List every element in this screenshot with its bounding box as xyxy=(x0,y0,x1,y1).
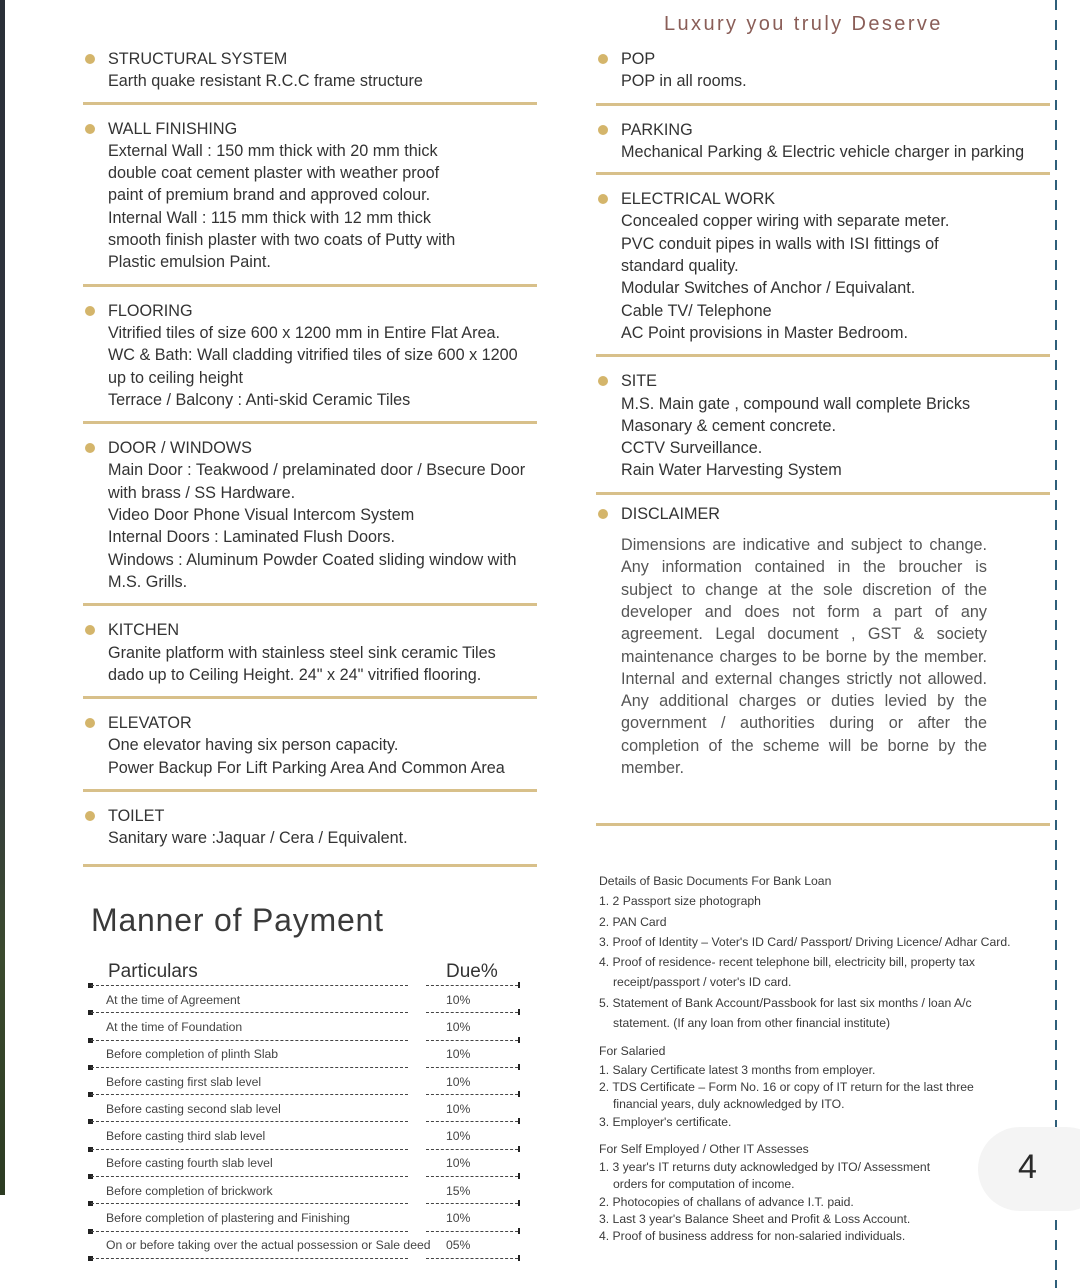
row-particular: Before casting first slab level xyxy=(106,1074,262,1089)
loan-documents xyxy=(599,871,1039,1246)
row-particular: Before casting fourth slab level xyxy=(106,1156,273,1171)
dashed-rule xyxy=(88,1149,520,1151)
loan-heading: For Self Employed / Other IT Assesses xyxy=(599,1141,809,1156)
table-row xyxy=(88,1151,520,1176)
spec-item xyxy=(83,805,537,850)
spec-line: Main Door : Teakwood / prelaminated door / Bsecure Door xyxy=(108,461,526,480)
row-particular: Before casting third slab level xyxy=(106,1129,266,1144)
bullet-icon xyxy=(85,625,95,635)
dashed-rule xyxy=(88,1176,520,1178)
spec-title: ELECTRICAL WORK xyxy=(621,190,776,209)
spec-title: WALL FINISHING xyxy=(108,119,238,138)
dashed-rule xyxy=(88,1067,520,1069)
spec-line: AC Point provisions in Master Bedroom. xyxy=(621,323,908,342)
spec-line: M.S. Main gate , compound wall complete Bricks xyxy=(621,394,971,413)
tagline: Luxury you truly Deserve xyxy=(664,13,943,35)
dashed-rule xyxy=(88,1203,520,1205)
spec-line: Mechanical Parking & Electric vehicle charger in parking xyxy=(621,142,1025,161)
dashed-rule xyxy=(88,1121,520,1123)
section-divider xyxy=(596,354,1050,357)
spec-title: FLOORING xyxy=(108,301,193,320)
row-particular: On or before taking over the actual possession or Sale deed xyxy=(106,1238,431,1253)
spec-line: Sanitary ware :Jaquar / Cera / Equivalent. xyxy=(108,829,408,848)
section-divider xyxy=(83,421,537,424)
spec-line: Power Backup For Lift Parking Area And Common Area xyxy=(108,758,505,777)
spec-item xyxy=(83,118,537,274)
spec-item-disclaimer xyxy=(596,503,1050,780)
row-particular: At the time of Foundation xyxy=(106,1019,243,1034)
rule-left-dashes xyxy=(91,1094,408,1095)
rule-tick-icon xyxy=(518,1173,520,1179)
row-due: 10% xyxy=(446,1101,471,1116)
rule-left-dashes xyxy=(91,1176,408,1177)
spec-line: Vitrified tiles of size 600 x 1200 mm in Entire Flat Area. xyxy=(108,323,500,342)
row-due: 05% xyxy=(446,1238,471,1253)
table-row xyxy=(88,987,520,1012)
row-due: 10% xyxy=(446,1156,471,1171)
spec-title: DOOR / WINDOWS xyxy=(108,439,252,458)
spec-line: CCTV Surveillance. xyxy=(621,439,763,458)
specs-right-column xyxy=(596,48,1050,826)
table-row xyxy=(88,1178,520,1203)
rule-tick-icon xyxy=(518,1009,520,1015)
rule-tick-icon xyxy=(518,1255,520,1261)
loan-heading: Details of Basic Documents For Bank Loan xyxy=(599,874,832,888)
payment-table xyxy=(88,955,520,1260)
row-particular: At the time of Agreement xyxy=(106,992,241,1007)
bullet-icon xyxy=(598,125,608,135)
spec-item xyxy=(83,300,537,411)
rule-left-dashes xyxy=(91,1012,408,1013)
section-divider xyxy=(83,696,537,699)
spec-title: TOILET xyxy=(108,807,165,826)
spacer xyxy=(599,1033,1039,1041)
row-due: 10% xyxy=(446,1074,471,1089)
dashed-margin-rail xyxy=(1055,0,1057,1288)
rule-right-dashes xyxy=(426,1176,518,1177)
row-particular: Before completion of plinth Slab xyxy=(106,1047,279,1062)
spec-title: ELEVATOR xyxy=(108,714,192,733)
loan-item-cont: receipt/passport / voter's ID card. xyxy=(613,975,792,990)
bullet-icon xyxy=(598,376,608,386)
spec-item xyxy=(596,48,1050,93)
spec-line: up to ceiling height xyxy=(108,368,243,387)
dashed-rule xyxy=(88,1258,520,1260)
loan-item-cont: statement. (If any loan from other financial institute) xyxy=(613,1016,891,1031)
spec-title: PARKING xyxy=(621,120,693,139)
spec-title: KITCHEN xyxy=(108,621,180,640)
section-divider xyxy=(596,172,1050,175)
bullet-icon xyxy=(598,194,608,204)
section-divider xyxy=(596,492,1050,495)
bullet-icon xyxy=(85,718,95,728)
rule-left-dashes xyxy=(91,1121,408,1122)
spec-line: Windows : Aluminum Powder Coated sliding window with xyxy=(108,550,517,569)
dashed-rule xyxy=(88,1094,520,1096)
table-row xyxy=(88,1233,520,1258)
rule-left-dashes xyxy=(91,1203,408,1204)
rule-tick-icon xyxy=(518,1118,520,1124)
rule-tick-icon xyxy=(518,1200,520,1206)
loan-item: 2. TDS Certificate – Form No. 16 or copy of IT return for the last three xyxy=(599,1079,974,1094)
spec-line: One elevator having six person capacity. xyxy=(108,736,399,755)
loan-item: 3. Last 3 year's Balance Sheet and Profit & Loss Account. xyxy=(599,1212,911,1227)
spec-line: Modular Switches of Anchor / Equivalant. xyxy=(621,279,916,298)
section-divider xyxy=(83,789,537,792)
spec-item xyxy=(83,437,537,593)
table-row xyxy=(88,1042,520,1067)
rule-right-dashes xyxy=(426,985,518,986)
left-edge-photo-strip xyxy=(0,0,5,1195)
row-particular: Before completion of plastering and Finishing xyxy=(106,1211,350,1226)
bullet-icon xyxy=(598,54,608,64)
col-due: Due% xyxy=(446,961,498,982)
loan-item: 4. Proof of business address for non-salaried individuals. xyxy=(599,1229,906,1244)
spec-line: Video Door Phone Visual Intercom System xyxy=(108,506,415,525)
loan-heading: For Salaried xyxy=(599,1044,666,1059)
section-divider xyxy=(596,103,1050,106)
spec-line: M.S. Grills. xyxy=(108,572,188,591)
rule-tick-icon xyxy=(518,1146,520,1152)
row-due: 10% xyxy=(446,1047,471,1062)
spec-line: Masonary & cement concrete. xyxy=(621,416,837,435)
loan-item: 3. Proof of Identity – Voter's ID Card/ Passport/ Driving Licence/ Adhar Card. xyxy=(599,934,1011,949)
rule-right-dashes xyxy=(426,1040,518,1041)
spec-title: SITE xyxy=(621,372,657,391)
rule-left-dashes xyxy=(91,1258,408,1259)
table-row xyxy=(88,1123,520,1148)
section-divider xyxy=(83,603,537,606)
table-row xyxy=(88,1096,520,1121)
section-divider xyxy=(83,102,537,105)
rule-left-dashes xyxy=(91,985,408,986)
loan-item: 4. Proof of residence- recent telephone bill, electricity bill, property tax xyxy=(599,955,975,970)
spec-line: External Wall : 150 mm thick with 20 mm thick xyxy=(108,141,438,160)
loan-item: 1. 2 Passport size photograph xyxy=(599,894,761,909)
bullet-icon xyxy=(598,509,608,519)
row-due: 15% xyxy=(446,1183,471,1198)
loan-item: 1. 3 year's IT returns duty acknowledged by ITO/ Assessment xyxy=(599,1160,931,1175)
rule-tick-icon xyxy=(518,982,520,988)
rule-left-dashes xyxy=(91,1067,408,1068)
spec-title: POP xyxy=(621,50,656,68)
rule-left-dashes xyxy=(91,1040,408,1041)
bullet-icon xyxy=(85,443,95,453)
loan-item: 3. Employer's certificate. xyxy=(599,1114,732,1129)
spec-line: POP in all rooms. xyxy=(621,72,747,91)
spacer xyxy=(599,1131,1039,1139)
row-due: 10% xyxy=(446,992,471,1007)
row-particular: Before casting second slab level xyxy=(106,1101,281,1116)
spec-line: Rain Water Harvesting System xyxy=(621,461,842,480)
spec-item xyxy=(83,712,537,779)
loan-item-cont: financial years, duly acknowledged by ITO. xyxy=(613,1097,845,1112)
rule-tick-icon xyxy=(518,1037,520,1043)
spec-item xyxy=(596,370,1050,481)
row-due: 10% xyxy=(446,1211,471,1226)
specs-left-column xyxy=(83,48,537,867)
spec-line: dado up to Ceiling Height. 24" x 24" vitrified flooring. xyxy=(108,665,482,684)
dashed-rule xyxy=(88,985,520,987)
rule-right-dashes xyxy=(426,1094,518,1095)
spec-line: WC & Bath: Wall cladding vitrified tiles of size 600 x 1200 xyxy=(108,346,518,365)
spec-line: Granite platform with stainless steel sink ceramic Tiles xyxy=(108,643,496,662)
rule-right-dashes xyxy=(426,1067,518,1068)
loan-item: 5. Statement of Bank Account/Passbook for last six months / loan A/c xyxy=(599,995,972,1010)
bullet-icon xyxy=(85,811,95,821)
row-particular: Before completion of brickwork xyxy=(106,1183,273,1198)
spec-title: DISCLAIMER xyxy=(621,504,720,523)
loan-item: 2. PAN Card xyxy=(599,914,667,929)
spec-line: Concealed copper wiring with separate meter. xyxy=(621,212,950,231)
page-number: 4 xyxy=(1018,1148,1037,1186)
spec-line: paint of premium brand and approved colour. xyxy=(108,186,431,205)
spec-item xyxy=(83,619,537,686)
section-divider xyxy=(596,823,1050,826)
rule-right-dashes xyxy=(426,1258,518,1259)
rule-tick-icon xyxy=(518,1228,520,1234)
bullet-icon xyxy=(85,306,95,316)
table-row xyxy=(88,1205,520,1230)
section-divider xyxy=(83,864,537,867)
spec-line: Internal Doors : Laminated Flush Doors. xyxy=(108,528,396,547)
col-particulars: Particulars xyxy=(108,961,198,982)
loan-item-cont: orders for computation of income. xyxy=(613,1177,795,1192)
rule-tick-icon xyxy=(518,1064,520,1070)
bullet-icon xyxy=(85,54,95,64)
spec-title: STRUCTURAL SYSTEM xyxy=(108,50,288,68)
loan-item: 2. Photocopies of challans of advance I.T. paid. xyxy=(599,1194,854,1209)
rule-right-dashes xyxy=(426,1121,518,1122)
row-due: 10% xyxy=(446,1129,471,1144)
table-row xyxy=(88,1014,520,1039)
payment-title: Manner of Payment xyxy=(91,902,384,938)
spec-line: double coat cement plaster with weather proof xyxy=(108,164,440,183)
spec-line: Terrace / Balcony : Anti-skid Ceramic Tiles xyxy=(108,390,411,409)
spec-line: Cable TV/ Telephone xyxy=(621,301,772,320)
table-row xyxy=(88,1069,520,1094)
spec-line: Earth quake resistant R.C.C frame structure xyxy=(108,72,423,91)
spec-item xyxy=(83,48,537,93)
rule-left-dashes xyxy=(91,1231,408,1232)
spec-line: smooth finish plaster with two coats of Putty with xyxy=(108,231,456,250)
spec-line: standard quality. xyxy=(621,257,739,276)
dashed-rule xyxy=(88,1012,520,1014)
rule-right-dashes xyxy=(426,1231,518,1232)
spec-line: Internal Wall : 115 mm thick with 12 mm thick xyxy=(108,208,431,227)
rule-right-dashes xyxy=(426,1012,518,1013)
spec-item xyxy=(596,119,1050,164)
disclaimer-text: Dimensions are indicative and subject to change. Any information contained in the broucher is subject to change at the sole discretion of the developer and does not form a part of any agreement. Legal document , GST & society maintenance charges to be borne by the member. Internal and external changes strictly not allowed. Any additional charges or duties levied by the government / authorities during or after the completion of the scheme will be borne by the member. xyxy=(621,536,987,778)
section-divider xyxy=(83,284,537,287)
loan-item: 1. Salary Certificate latest 3 months from employer. xyxy=(599,1062,876,1077)
rule-left-dashes xyxy=(91,1149,408,1150)
rule-tick-icon xyxy=(518,1091,520,1097)
spec-item xyxy=(596,188,1050,344)
dashed-rule xyxy=(88,1231,520,1233)
rule-right-dashes xyxy=(426,1149,518,1150)
spec-line: PVC conduit pipes in walls with ISI fittings of xyxy=(621,234,939,253)
row-due: 10% xyxy=(446,1019,471,1034)
dashed-rule xyxy=(88,1040,520,1042)
payment-table-header xyxy=(88,955,520,985)
bullet-icon xyxy=(85,124,95,134)
spec-line: with brass / SS Hardware. xyxy=(108,483,296,502)
rule-right-dashes xyxy=(426,1203,518,1204)
spec-line: Plastic emulsion Paint. xyxy=(108,253,271,272)
